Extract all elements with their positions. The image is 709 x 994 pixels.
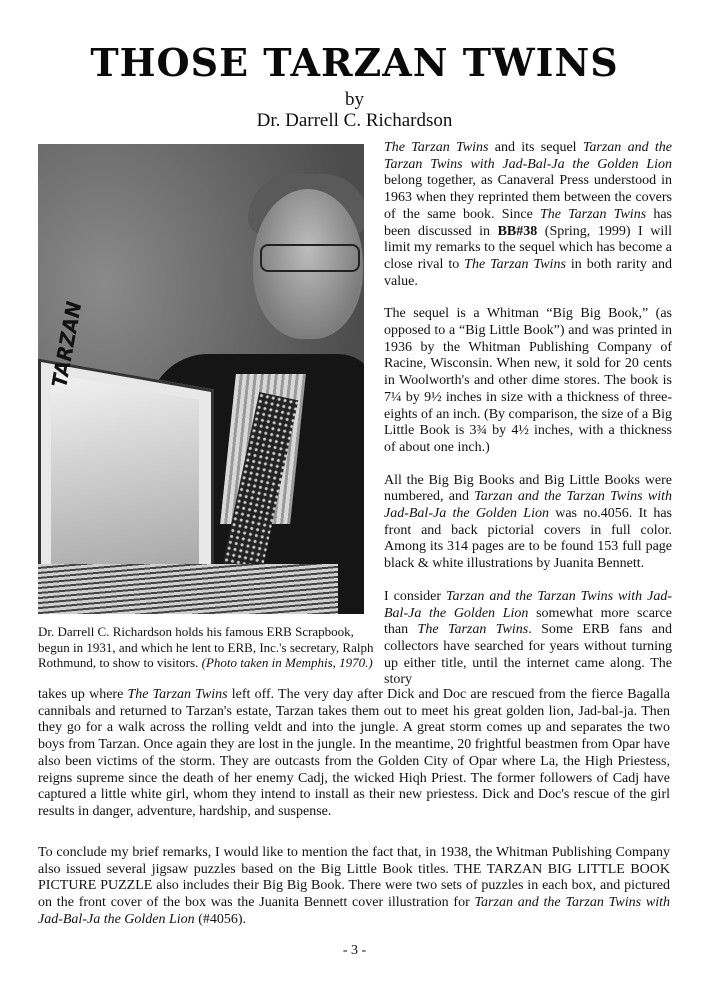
author-photo bbox=[38, 144, 364, 614]
book-title-ref: Tarzan and the Tarzan Twins with Jad-Bal-Ja the Golden Lion bbox=[38, 895, 670, 927]
right-column bbox=[384, 140, 672, 705]
scrapbook-cover-text: TARZAN bbox=[47, 297, 87, 392]
byline: by bbox=[345, 89, 364, 110]
book-title-ref: The Tarzan Twins bbox=[539, 206, 647, 222]
caption-text: Dr. Darrell C. Richardson holds his famous ERB Scrapbook, begun in 1931, and which he lent to ERB, Inc.'s secretary, Ralph Rothmund, to show to visitors. bbox=[38, 624, 374, 670]
photo-caption bbox=[38, 624, 378, 671]
article-title: THOSE TARZAN TWINS bbox=[90, 40, 619, 85]
caption-note: (Photo taken in Memphis, 1970.) bbox=[201, 655, 373, 670]
book-title-ref: The Tarzan Twins bbox=[127, 687, 228, 702]
book-title-ref: Tarzan and the Tarzan Twins with Jad-Bal-Ja the Golden Lion bbox=[384, 489, 672, 522]
book-title-ref: The Tarzan Twins bbox=[464, 256, 566, 272]
book-title-ref: Tarzan and the Tarzan Twins with Jad-Bal-Ja the Golden Lion bbox=[384, 588, 672, 621]
paragraph-1: The Tarzan Twins and its sequel Tarzan and the Tarzan Twins with Jad-Bal-Ja the Golden Lion belong together, as Canaveral Press understood in 1963 when they reprinted them between the covers of the same book. Since The Tarzan Twins has been discussed in BB#38 (Spring, 1999) I will limit my remarks to the sequel which has become a close rival to The Tarzan Twins in both rarity and value. bbox=[384, 140, 673, 289]
paragraph-2: The sequel is a Whitman “Big Big Book,” (as opposed to a “Big Little Book”) and was printed in 1936 by the Whitman Publishing Company of Racine, Wisconsin. When new, it sold for 20 cents in Woolworth's and other dime stores. The book is 7¼ by 9½ inches in size with a thickness of three-eights of an inch. (By comparison, the size of a Big Little Book is 3¾ by 4½ inches, with a thickness of about one inch.) bbox=[384, 306, 672, 455]
book-title-ref: The Tarzan Twins bbox=[384, 140, 489, 155]
paragraph-4: I consider Tarzan and the Tarzan Twins with Jad-Bal-Ja the Golden Lion somewhat more scarce than The Tarzan Twins. Some ERB fans and collectors have searched for years without turning up either title, until the internet came along. The story bbox=[384, 588, 673, 688]
issue-ref: BB#38 bbox=[497, 223, 538, 239]
paragraph-3: All the Big Big Books and Big Little Books were numbered, and Tarzan and the Tarzan Twins with Jad-Bal-Ja the Golden Lion was no.4056. It has front and back pictorial covers in full color. Among its 314 pages are to be found 153 full page black & white illustrations by Juanita Bennett. bbox=[384, 472, 672, 572]
book-title-ref: The Tarzan Twins bbox=[417, 622, 529, 638]
author-name: Dr. Darrell C. Richardson bbox=[256, 110, 453, 131]
book-title-ref: Tarzan and the Tarzan Twins with Jad-Bal-Ja the Golden Lion bbox=[384, 140, 672, 172]
paragraph-5: takes up where The Tarzan Twins left off. The very day after Dick and Doc are rescued from the fierce Bagalla cannibals and returned to Tarzan's estate, Tarzan takes them out to meet his great golden lion, Jad-bal-ja. Then they go for a walk across the rolling veldt and into the jungle. A great storm comes up and separates the two boys from Tarzan. Once again they are lost in the jungle. In the meantime, 20 frightful beastmen from Opar have also been victims of the storm. They are outcasts from the Golden City of Opar where La, the High Priestess, reigns supreme since the death of her enemy Cadj, the wicked Hiqh Priest. The former followers of Cadj have captured a little white girl, whom they intend to install as their new priestess. Dick and Doc's rescue of the girl results in danger, adventure, hardship, and suspense. bbox=[38, 687, 670, 819]
page-number: - 3 - bbox=[342, 943, 367, 958]
paragraph-6: To conclude my brief remarks, I would like to mention the fact that, in 1938, the Whitman Publishing Company also issued several jigsaw puzzles based on the Big Little Book titles. THE TARZAN BIG LITTLE BOOK PICTURE PUZZLE also includes their Big Big Book. There were two sets of puzzles in each box, and pictured on the front cover of the box was the Juanita Bennett cover illustration for Tarzan and the Tarzan Twins with Jad-Bal-Ja the Golden Lion (#4056). bbox=[38, 845, 670, 927]
